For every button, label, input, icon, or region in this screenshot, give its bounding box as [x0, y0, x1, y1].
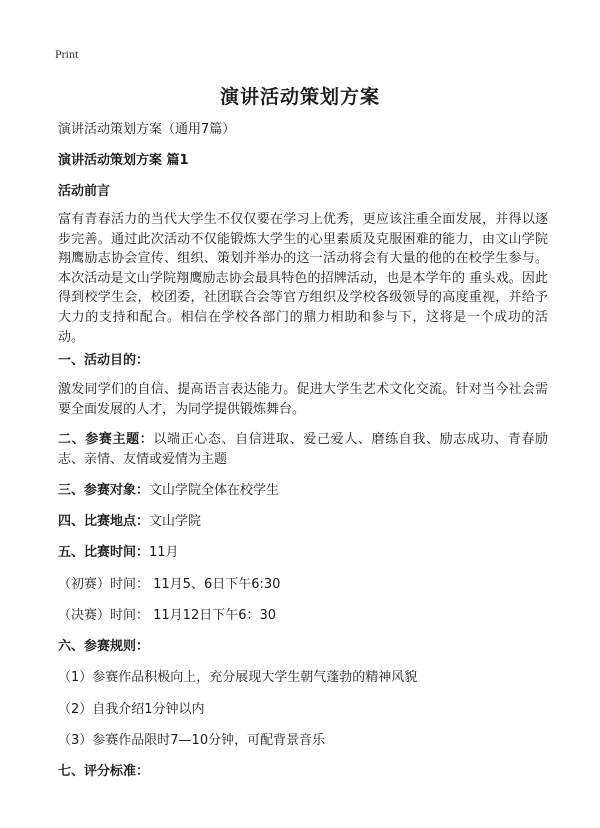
document-title: 演讲活动策划方案 [219, 86, 380, 108]
target-label: 三、参赛对象： [58, 483, 150, 498]
document-subtitle: 演讲活动策划方案（通用7篇） [58, 122, 236, 137]
theme-text: 以端正心态、自信进取、爱己爱人、磨练自我、励志成功、青春励志、亲情、友情或爱情为主题 [58, 432, 548, 467]
rule-item: （2）自我介绍1分钟以内 [58, 702, 205, 717]
goal-heading: 一、活动目的： [58, 353, 150, 368]
venue-label: 四、比赛地点： [58, 514, 150, 529]
final-time: （决赛）时间： 11月12日下午6：30 [58, 608, 277, 623]
time-text: 11月 [149, 545, 179, 560]
criteria-heading: 七、评分标准： [58, 764, 150, 779]
rules-heading: 六、参赛规则： [58, 639, 150, 654]
section-title: 演讲活动策划方案 篇1 [58, 153, 189, 168]
venue-section [58, 512, 201, 531]
venue-text: 文山学院 [149, 514, 202, 529]
goal-paragraph: 激发同学们的自信、提高语言表达能力。促进大学生艺术文化交流。针对当今社会需要全面发展的人才，为同学提供锻炼舞台。 [58, 382, 548, 417]
prelim-time: （初赛）时间： 11月5、6日下午6:30 [58, 577, 281, 592]
intro-heading: 活动前言 [58, 184, 111, 199]
theme-section [58, 430, 548, 469]
print-label[interactable]: Print [55, 47, 79, 61]
time-section [58, 543, 179, 562]
intro-paragraph: 富有青春活力的当代大学生不仅仅要在学习上优秀，更应该注重全面发展，并得以逐步完善。通过此次活动不仅能锻炼大学生的心里素质及克服困难的能力，由文山学院翔鹰励志协会宣传、组织、策划并举办的这一活动将会有大量的他的在校学生参与。本次活动是文山学院翔鹰励志协会最具特色的招牌活动，也是本学年的 重头戏。因此得到校学生会，校团委，社团联合会等官方组织及学校各级领导的高度重视，并给予大力的支持和配合。相信在学校各部门的鼎力相助和参与下，这将是一个成功的活动。 [58, 212, 548, 345]
rule-item: （3）参赛作品限时7—10分钟，可配背景音乐 [58, 733, 326, 748]
target-section [58, 481, 279, 500]
rule-item: （1）参赛作品积极向上，充分展现大学生朝气蓬勃的精神风貌 [58, 670, 418, 685]
time-label: 五、比赛时间： [58, 545, 150, 560]
theme-label: 二、参赛主题： [58, 432, 154, 447]
target-text: 文山学院全体在校学生 [149, 483, 280, 498]
